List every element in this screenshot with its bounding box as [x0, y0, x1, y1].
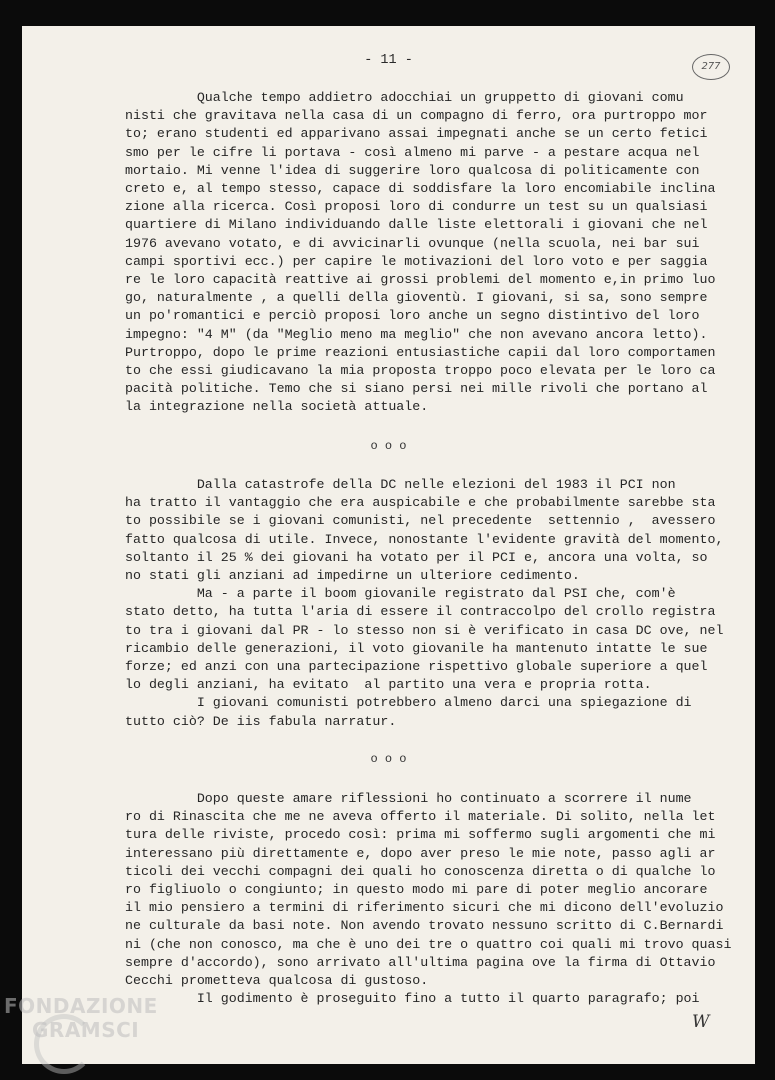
- text-line: pacità politiche. Temo che si siano persi nei mille rivoli che portano al: [125, 381, 708, 397]
- handwritten-initials: W: [692, 1012, 710, 1032]
- text-line: go, naturalmente , a quelli della gioventù. I giovani, si sa, sono sempre: [125, 290, 708, 306]
- text-line: zione alla ricerca. Così proposi loro di condurre un test su un qualsiasi: [125, 199, 708, 215]
- text-line: Purtroppo, dopo le prime reazioni entusiastiche capii dal loro comportamen: [125, 344, 716, 360]
- watermark-line-2: GRAMSCI: [32, 1018, 140, 1042]
- document-page: [22, 26, 755, 1064]
- text-line: ni (che non conosco, ma che è uno dei tre o quattro coi quali mi trovo quasi: [125, 936, 732, 952]
- text-line: I giovani comunisti potrebbero almeno darci una spiegazione di: [125, 695, 692, 711]
- text-line: nisti che gravitava nella casa di un compagno di ferro, ora purtroppo mor: [125, 108, 708, 124]
- page-number: - 11 -: [364, 53, 413, 68]
- archive-stamp: 277: [692, 54, 730, 80]
- text-line: ne culturale da basi note. Non avendo trovato nessuno scritto di C.Bernardi: [125, 918, 724, 934]
- text-line: impegno: "4 M" (da "Meglio meno ma meglio" che non avevano ancora letto).: [125, 326, 708, 342]
- paragraph-section-1: [125, 89, 716, 417]
- text-line: Cecchi prometteva qualcosa di gustoso.: [125, 973, 429, 989]
- text-line: ro figliuolo o congiunto; in questo modo mi pare di poter meglio ancorare: [125, 882, 708, 898]
- text-line: tutto ciò? De iis fabula narratur.: [125, 713, 397, 729]
- text-line: campi sportivi ecc.) per capire le motivazioni del loro voto e per saggia: [125, 253, 708, 269]
- text-line: stato detto, ha tutta l'aria di essere il contraccolpo del crollo registra: [125, 604, 716, 620]
- watermark-logo-icon: [34, 1014, 94, 1074]
- text-line: un po'romantici e perciò proposi loro anche un segno distintivo del loro: [125, 308, 700, 324]
- text-line: Dopo queste amare riflessioni ho continuato a scorrere il nume: [125, 791, 692, 806]
- text-line: interessano più direttamente e, dopo aver preso le mie note, passo agli ar: [125, 845, 716, 861]
- text-line: mortaio. Mi venne l'idea di suggerire loro qualcosa di politicamente con: [125, 162, 700, 178]
- text-line: 1976 avevano votato, e di avvicinarli ovunque (nella scuola, nei bar sui: [125, 235, 700, 251]
- text-line: to; erano studenti ed apparivano assai impegnati anche se un certo fetici: [125, 126, 708, 142]
- text-line: Il godimento è proseguito fino a tutto il quarto paragrafo; poi: [125, 991, 700, 1007]
- text-line: re le loro capacità reattive ai grossi problemi del momento e,in primo luo: [125, 272, 716, 288]
- text-line: creto e, al tempo stesso, capace di soddisfare la loro encomiabile inclina: [125, 181, 716, 197]
- text-line: il mio pensiero a termini di riferimento sicuri che mi dicono dell'evoluzio: [125, 900, 724, 916]
- text-line: tura delle riviste, procedo così: prima mi soffermo sugli argomenti che mi: [125, 827, 716, 843]
- text-line: ticoli dei vecchi compagni dei quali ho conoscenza diretta o di qualche lo: [125, 863, 716, 879]
- paragraph-section-3: [125, 790, 732, 1008]
- text-line: lo degli anziani, ha evitato al partito una vera e propria rotta.: [125, 677, 652, 693]
- text-line: to che essi giudicavano la mia proposta troppo poco elevata per le loro ca: [125, 363, 716, 379]
- text-line: la integrazione nella società attuale.: [125, 399, 429, 415]
- text-line: no stati gli anziani ad impedirne un ulteriore cedimento.: [125, 568, 580, 584]
- text-line: sempre d'accordo), sono arrivato all'ultima pagina ove la firma di Ottavio: [125, 954, 716, 970]
- text-line: ricambio delle generazioni, il voto giovanile ha mantenuto intatte le sue: [125, 640, 708, 656]
- text-line: soltanto il 25 % dei giovani ha votato per il PCI e, ancora una volta, so: [125, 549, 708, 565]
- paragraph-section-2: [125, 476, 724, 731]
- text-line: to possibile se i giovani comunisti, nel precedente settennio , avessero: [125, 513, 716, 529]
- text-line: forze; ed anzi con una partecipazione rispettivo globale superiore a quel: [125, 659, 708, 675]
- text-line: smo per le cifre li portava - così almeno mi parve - a pestare acqua nel: [125, 144, 700, 160]
- text-line: ro di Rinascita che me ne aveva offerto il materiale. Di solito, nella let: [125, 809, 716, 825]
- text-line: quartiere di Milano individuando dalle liste elettorali i giovani che nel: [125, 217, 708, 233]
- text-line: to tra i giovani dal PR - lo stesso non si è verificato in casa DC ove, nel: [125, 622, 724, 638]
- text-line: Dalla catastrofe della DC nelle elezioni del 1983 il PCI non: [125, 477, 676, 492]
- fondazione-gramsci-watermark: [4, 994, 204, 1042]
- watermark-line-1: FONDAZIONE: [4, 994, 158, 1018]
- section-separator: o o o: [370, 752, 407, 766]
- text-line: ha tratto il vantaggio che era auspicabile e che probabilmente sarebbe sta: [125, 495, 716, 511]
- section-separator: o o o: [370, 439, 407, 453]
- text-line: fatto qualcosa di utile. Invece, nonostante l'evidente gravità del momento,: [125, 531, 724, 547]
- text-line: Ma - a parte il boom giovanile registrato dal PSI che, com'è: [125, 586, 676, 602]
- text-line: Qualche tempo addietro adocchiai un gruppetto di giovani comu: [125, 90, 684, 105]
